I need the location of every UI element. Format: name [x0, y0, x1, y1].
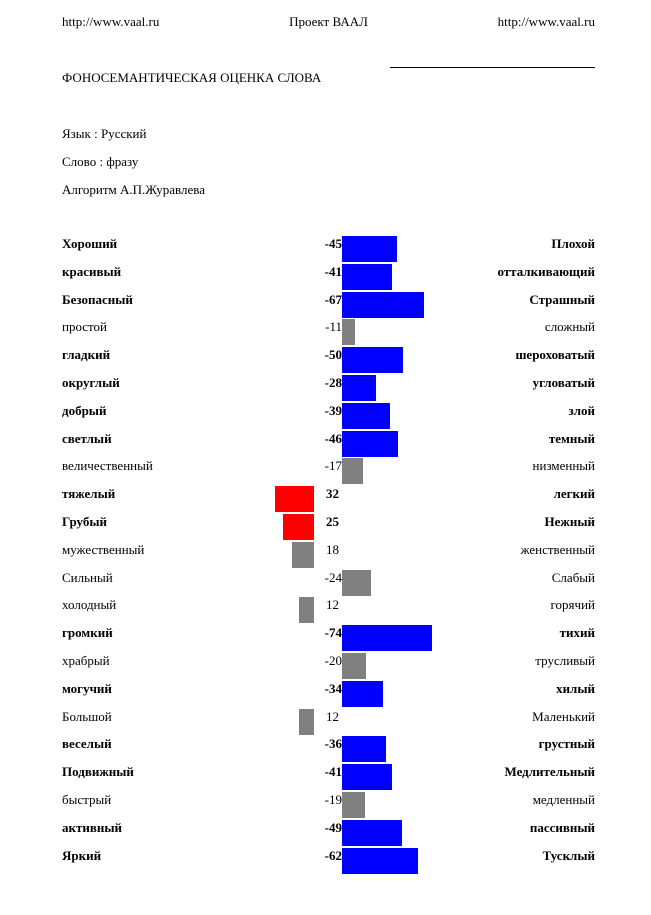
scale-left-adjective: Безопасный: [62, 291, 133, 307]
scale-bar: [342, 848, 418, 874]
scale-right-adjective: Плохой: [551, 236, 595, 251]
scale-row: [0, 375, 651, 403]
scale-row: [0, 486, 651, 514]
scale-row: [0, 570, 651, 598]
scale-value: -20: [324, 652, 342, 668]
scale-bar: [342, 264, 392, 290]
header-left-url[interactable]: http://www.vaal.ru: [62, 14, 160, 29]
scale-bar: [283, 514, 314, 540]
scale-value: -34: [324, 680, 342, 696]
scale-row: [0, 292, 651, 320]
scale-left-adjective: мужественный: [62, 541, 145, 557]
scale-left-adjective: Яркий: [62, 847, 102, 863]
scale-left-adjective: добрый: [62, 402, 107, 418]
scale-row: [0, 709, 651, 737]
scale-left-adjective: Грубый: [62, 513, 107, 529]
scale-left-adjective: округлый: [62, 374, 120, 390]
scale-bar: [342, 764, 392, 790]
scale-right-adjective: пассивный: [529, 819, 595, 835]
scale-bar: [342, 653, 366, 679]
scale-row: [0, 820, 651, 848]
scale-value: -46: [324, 430, 342, 446]
scale-left-adjective: Хороший: [62, 236, 118, 251]
scale-left-adjective: простой: [62, 319, 108, 335]
scale-bar: [292, 542, 314, 568]
scale-right-adjective: низменный: [532, 458, 595, 474]
scale-left-adjective: холодный: [62, 597, 117, 613]
meta-word: Слово : фразу: [62, 154, 139, 169]
scale-value: 12: [326, 597, 339, 613]
scale-bar: [342, 458, 363, 484]
scale-left-adjective: активный: [62, 819, 123, 835]
scale-row: [0, 848, 651, 876]
scale-row: [0, 319, 651, 347]
scale-right-adjective: хилый: [556, 680, 595, 696]
scale-left-adjective: быстрый: [62, 791, 112, 807]
scale-bar: [342, 625, 432, 651]
scale-row: [0, 264, 651, 292]
scale-value: 32: [326, 486, 339, 502]
scale-bar: [342, 347, 403, 373]
scale-right-adjective: сложный: [544, 319, 595, 335]
scale-bar: [342, 236, 397, 262]
scale-value: -41: [324, 263, 342, 279]
scale-right-adjective: легкий: [553, 486, 595, 502]
scale-right-adjective: Маленький: [532, 708, 595, 724]
scale-left-adjective: светлый: [62, 430, 112, 446]
scale-value: -74: [324, 625, 342, 641]
scale-right-adjective: Слабый: [551, 569, 595, 585]
scale-value: -19: [324, 791, 342, 807]
scale-right-adjective: злой: [568, 402, 595, 418]
scale-value: 25: [326, 513, 339, 529]
scale-value: -41: [324, 764, 342, 780]
scale-right-adjective: Страшный: [529, 291, 595, 307]
scale-right-adjective: угловатый: [532, 374, 595, 390]
scale-row: [0, 681, 651, 709]
scale-value: 12: [326, 708, 339, 724]
scale-right-adjective: Нежный: [544, 513, 595, 529]
scale-right-adjective: тихий: [559, 625, 595, 641]
scale-value: -50: [324, 347, 342, 363]
scale-right-adjective: горячий: [550, 597, 595, 613]
scale-row: [0, 625, 651, 653]
scale-left-adjective: Подвижный: [62, 764, 134, 780]
scale-row: [0, 347, 651, 375]
scale-bar: [342, 431, 398, 457]
scale-bar: [342, 736, 386, 762]
scale-bar: [275, 486, 314, 512]
scale-left-adjective: Сильный: [62, 569, 113, 585]
scale-row: [0, 597, 651, 625]
scale-right-adjective: женственный: [520, 541, 595, 557]
scale-right-adjective: темный: [548, 430, 595, 446]
scale-row: [0, 403, 651, 431]
scale-value: -62: [324, 847, 342, 863]
scale-row: [0, 653, 651, 681]
scale-table: [0, 236, 651, 875]
scale-value: -28: [324, 374, 342, 390]
scale-right-adjective: отталкивающий: [497, 263, 595, 279]
scale-value: -67: [324, 291, 342, 307]
scale-left-adjective: Большой: [62, 708, 112, 724]
scale-row: [0, 792, 651, 820]
scale-value: -36: [324, 736, 342, 752]
scale-right-adjective: трусливый: [535, 652, 595, 668]
scale-right-adjective: Медлительный: [504, 764, 595, 780]
scale-row: [0, 736, 651, 764]
scale-left-adjective: гладкий: [62, 347, 111, 363]
scale-right-adjective: медленный: [532, 791, 595, 807]
scale-value: -49: [324, 819, 342, 835]
scale-bar: [342, 681, 383, 707]
scale-value: -24: [324, 569, 342, 585]
scale-row: [0, 458, 651, 486]
scale-bar: [342, 403, 390, 429]
scale-left-adjective: красивый: [62, 263, 122, 279]
scale-row: [0, 764, 651, 792]
scale-left-adjective: могучий: [62, 680, 112, 696]
scale-left-adjective: веселый: [62, 736, 112, 752]
scale-bar: [299, 709, 314, 735]
scale-row: [0, 236, 651, 264]
scale-bar: [342, 570, 371, 596]
scale-left-adjective: величественный: [62, 458, 153, 474]
scale-bar: [342, 375, 376, 401]
scale-value: -39: [324, 402, 342, 418]
scale-value: 18: [326, 541, 339, 557]
scale-left-adjective: тяжелый: [62, 486, 116, 502]
scale-bar: [342, 292, 424, 318]
header-right-url[interactable]: http://www.vaal.ru: [497, 14, 595, 29]
scale-bar: [342, 319, 355, 345]
scale-value: -17: [324, 458, 342, 474]
meta-language: Язык : Русский: [62, 126, 147, 141]
scale-row: [0, 514, 651, 542]
scale-row: [0, 542, 651, 570]
scale-bar: [342, 820, 402, 846]
header-project-name: Проект ВААЛ: [289, 14, 368, 29]
title-rule: [390, 67, 595, 68]
scale-right-adjective: грустный: [538, 736, 595, 752]
scale-left-adjective: храбрый: [62, 652, 110, 668]
scale-left-adjective: громкий: [62, 625, 113, 641]
document-title: ФОНОСЕМАНТИЧЕСКАЯ ОЦЕНКА СЛОВА: [62, 70, 322, 85]
scale-value: -11: [325, 319, 342, 335]
scale-bar: [342, 792, 365, 818]
scale-right-adjective: шероховатый: [515, 347, 595, 363]
scale-value: -45: [324, 236, 342, 251]
scale-right-adjective: Тусклый: [542, 847, 595, 863]
page-header: [62, 14, 595, 34]
scale-row: [0, 431, 651, 459]
scale-bar: [299, 597, 314, 623]
meta-algorithm: Алгоритм А.П.Журавлева: [62, 182, 206, 197]
